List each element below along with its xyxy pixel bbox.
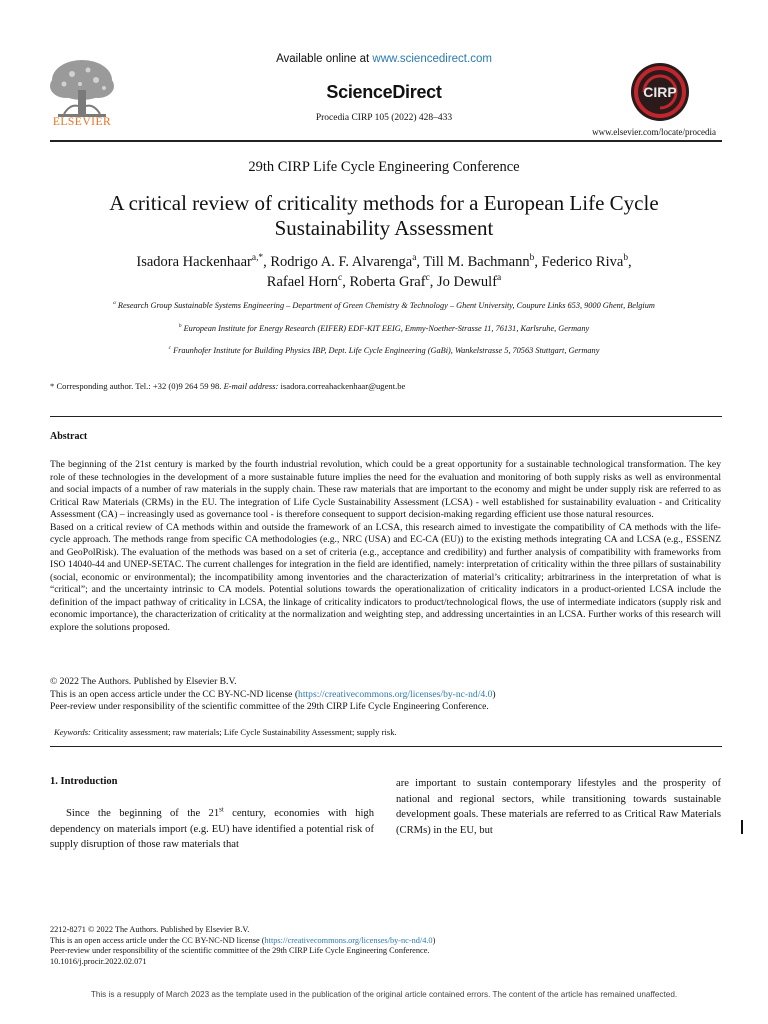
cirp-logo-text: CIRP — [643, 84, 677, 100]
journal-homepage-url[interactable]: www.elsevier.com/locate/procedia — [592, 127, 716, 137]
page-footer — [50, 925, 435, 967]
author-separator: , — [429, 274, 438, 290]
available-prefix: Available online at — [276, 53, 373, 65]
intro-text: Since the beginning of the 21 — [66, 808, 220, 819]
corresponding-email[interactable]: isadora.correahackenhaar@ugent.be — [278, 381, 406, 391]
keywords-text: Criticality assessment; raw materials; Life Cycle Sustainability Assessment; supply risk. — [90, 727, 397, 737]
peer-review-line: Peer-review under responsibility of the scientific committee of the 29th CIRP Life Cycle Engineering Conference. — [50, 701, 489, 712]
abstract-top-rule — [50, 416, 722, 417]
license-line — [50, 689, 721, 702]
affiliation-mark: c — [168, 345, 171, 352]
section-heading: 1. Introduction — [50, 776, 118, 787]
corresponding-author — [50, 381, 405, 391]
doi[interactable]: 10.1016/j.procir.2022.02.071 — [50, 956, 147, 966]
author-list — [100, 252, 668, 292]
elsevier-wordmark: ELSEVIER — [52, 116, 112, 128]
author-name: Roberta Graf — [349, 274, 426, 290]
header-rule — [50, 140, 722, 142]
author-affiliation-mark: b — [529, 253, 535, 264]
author-affiliation-mark: a — [497, 273, 502, 284]
copyright-line: © 2022 The Authors. Published by Elsevier B.V. — [50, 676, 237, 687]
affiliation-mark: b — [178, 323, 182, 330]
license-suffix: ) — [492, 688, 496, 700]
abstract-paragraph: The beginning of the 21st century is marked by the fourth industrial revolution, which could be a great opportunity for a sustainable technological transformation. The key role of these technologies in the development of a more sustainable future implies the need for the evaluation and monitoring of both supply risks as well as environmental and social impacts of a number of raw materials in the supply chain. These raw materials that are important to the economy and might be under supply risk are referred to as Critical Raw Materials (CRMs) in the EU. The integration of Life Cycle Sustainability Assessment (LCSA) - well established for sustainability evaluation - and Criticality Assessment (CA) – increasingly used as governance tool - is therefore consequent to support decision-making regarding efficient use those natural resources. — [50, 459, 721, 520]
author-affiliation-mark: c — [425, 273, 430, 284]
footer-license-prefix: This is an open access article under the CC BY-NC-ND license ( — [50, 935, 265, 945]
ordinal-suffix: st — [219, 806, 224, 814]
affiliation-c — [50, 345, 718, 356]
copyright-block — [50, 676, 721, 714]
abstract-body — [50, 459, 721, 634]
sciencedirect-link[interactable]: www.sciencedirect.com — [372, 53, 492, 65]
sciencedirect-brand: ScienceDirect — [326, 82, 442, 102]
corresponding-prefix: * Corresponding author. Tel.: +32 (0)9 264 59 98. — [50, 381, 224, 391]
author-name: Isadora Hackenhaar — [136, 254, 252, 270]
abstract-bottom-rule — [50, 746, 722, 747]
author-affiliation-mark: b — [623, 253, 629, 264]
affiliation-text: European Institute for Energy Research (EIFER) EDF-KIT EEIG, Emmy-Noether-Strasse 11, 76131, Karlsruhe, Germany — [183, 324, 590, 333]
issn-line: 2212-8271 © 2022 The Authors. Published by Elsevier B.V. — [50, 925, 250, 934]
affiliation-b — [50, 323, 718, 334]
author-separator: , — [416, 254, 424, 270]
text-cursor — [741, 820, 743, 834]
author-affiliation-mark: c — [338, 273, 343, 284]
affiliation-a — [50, 300, 718, 311]
paper-title: A critical review of criticality methods for a European Life Cycle Sustainability Assessment — [109, 191, 659, 240]
author-separator: , — [628, 254, 632, 270]
license-link[interactable]: https://creativecommons.org/licenses/by-nc-nd/4.0 — [298, 688, 493, 700]
author-name: Till M. Bachmann — [423, 254, 530, 270]
abstract-paragraph: Based on a critical review of CA methods within and outside the framework of an LCSA, this research aimed to investigate the compatibility of CA methods with the life-cycle approach. The methods range from specific CA methodologies (e.g., NRC (USA) and EC-CA (EU)) to the existing methods integrating CA and LCSA (e.g., ESSENZ and GeoPolRisk). The evaluation of the methods was based on a set of criteria (e.g., acceptance and credibility) and further analysis of compatibility with frameworks from ISO 14040-44 and UNEP-SETAC. The current challenges for integration in the field are identified, namely: interpretation of criticality within the three pillars of sustainability (social, economic or environmental); the incompatibility among inventories and the characterization of material’s criticality; arbitrariness in the interpretation of what is “critical”; and the uncertainty intrinsic to CA models. Potential solutions towards the operationalization of criticality indicators in a product-oriented LCSA include the definition of the impact pathway of criticality in LCSA, the linkage of criticality indicators to product/technological flows, the use of intermediate indicators (supply risk and economic importance), the characterization of criticality at the normalization and weighting step, and addressing uncertainties in an LCSA. Further works of this research will explore the solutions proposed. — [50, 521, 721, 633]
footer-license-suffix: ) — [432, 935, 436, 945]
resupply-notice: This is a resupply of March 2023 as the template used in the publication of the original article contained errors. The content of the article has remained unaffected. — [90, 990, 678, 999]
cirp-logo — [630, 62, 690, 122]
conference-name: 29th CIRP Life Cycle Engineering Conference — [248, 159, 520, 175]
footer-license-link[interactable]: https://creativecommons.org/licenses/by-nc-nd/4.0 — [264, 935, 433, 945]
abstract-heading: Abstract — [50, 431, 88, 442]
footer-peer-review: Peer-review under responsibility of the scientific committee of the 29th CIRP Life Cycle Engineering Conference. — [50, 946, 430, 956]
keywords — [54, 727, 397, 737]
affiliation-mark: a — [113, 300, 116, 307]
author-name: Jo Dewulf — [437, 274, 498, 290]
intro-right-column: are important to sustain contemporary lifestyles and the prosperity of national and regional sectors, while transitioning towards sustainable development goals. These materials are referred to as Critical Raw Materials (CRMs) in the EU, but — [396, 778, 721, 836]
email-label: E-mail address: — [223, 381, 279, 391]
journal-reference: Procedia CIRP 105 (2022) 428–433 — [315, 113, 453, 123]
intro-text: century, economies with high dependency on materials import (e.g. EU) have identified a potential risk of supply disruption of those raw materials that — [50, 808, 374, 850]
keywords-label: Keywords: — [54, 727, 91, 737]
author-name: Rodrigo A. F. Alvarenga — [270, 254, 413, 270]
author-affiliation-mark: a,* — [251, 253, 264, 264]
author-separator: , — [263, 254, 271, 270]
intro-left-column — [50, 806, 374, 853]
footer-license-line — [50, 936, 435, 947]
author-affiliation-mark: a — [412, 253, 417, 264]
author-separator: , — [534, 254, 542, 270]
author-separator: , — [342, 274, 350, 290]
affiliation-text: Fraunhofer Institute for Building Physics IBP, Dept. Life Cycle Engineering (GaBi), Wankelstrasse 5, 70563 Stuttgart, Germany — [173, 346, 600, 355]
author-name: Rafael Horn — [266, 274, 339, 290]
affiliation-text: Research Group Sustainable Systems Engineering – Department of Green Chemistry & Technology – Ghent University, Coupure Links 653, 9000 Ghent, Belgium — [117, 301, 655, 310]
license-prefix: This is an open access article under the CC BY-NC-ND license ( — [50, 688, 299, 700]
author-name: Federico Riva — [541, 254, 624, 270]
